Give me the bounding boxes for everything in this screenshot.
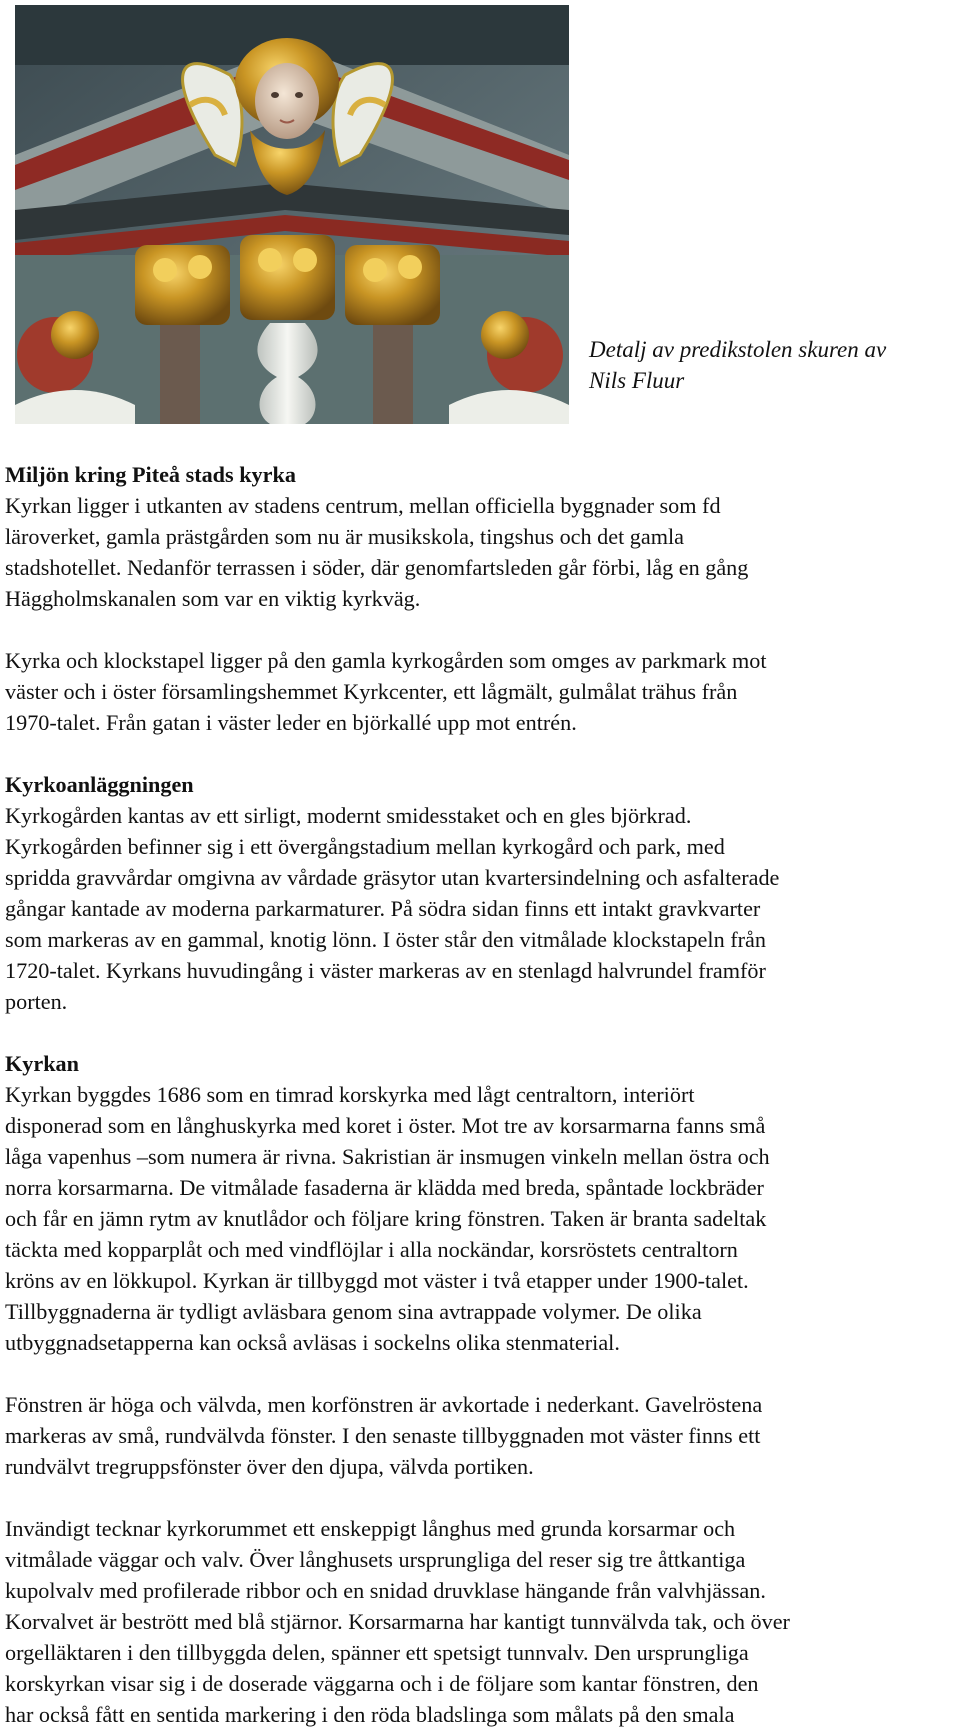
- text-line: Kyrkan byggdes 1686 som en timrad korskyrka med lågt centraltorn, interiört: [5, 1082, 695, 1107]
- text-line: vitmålade väggar och valv. Över långhusets ursprungliga del reser sig tre åttkantiga: [5, 1547, 746, 1572]
- paragraph: [5, 800, 950, 1017]
- paragraph: [5, 1079, 950, 1358]
- text-line: spridda gravvårdar omgivna av vårdade gräsytor utan kvartersindelning och asfalterade: [5, 865, 780, 890]
- text-line: och får en jämn rytm av knutlådor och följare kring fönstren. Taken är branta sadeltak: [5, 1206, 767, 1231]
- caption-line: Nils Fluur: [589, 368, 685, 393]
- text-line: porten.: [5, 989, 68, 1014]
- section-kyrkan: [5, 1048, 950, 1730]
- text-line: orgelläktaren i den tillbyggda delen, spänner ett spetsigt tunnvalv. Den ursprungliga: [5, 1640, 749, 1665]
- text-line: täckta med kopparplåt och med vindflöjlar i alla nockändar, korsröstets centraltorn: [5, 1237, 738, 1262]
- text-line: rundvälvt tregruppsfönster över den djupa, välvda portiken.: [5, 1454, 534, 1479]
- text-line: Kyrkogården kantas av ett sirligt, modernt smidesstaket och en gles björkrad.: [5, 803, 692, 828]
- document-body: [5, 459, 950, 1730]
- text-line: kupolvalv med profilerade ribbor och en snidad druvklase hängande från valvhjässan.: [5, 1578, 766, 1603]
- text-line: Häggholmskanalen som var en viktig kyrkväg.: [5, 586, 421, 611]
- text-line: 1970-talet. Från gatan i väster leder en björkallé upp mot entrén.: [5, 710, 577, 735]
- section-miljon: [5, 459, 950, 738]
- paragraph: [5, 1389, 950, 1482]
- text-line: väster och i öster församlingshemmet Kyrkcenter, ett lågmält, gulmålat trähus från: [5, 679, 738, 704]
- section-heading: Miljön kring Piteå stads kyrka: [5, 462, 296, 487]
- text-line: Tillbyggnaderna är tydligt avläsbara genom sina avtrappade volymer. De olika: [5, 1299, 702, 1324]
- text-line: utbyggnadsetapperna kan också avläsas i sockelns olika stenmaterial.: [5, 1330, 620, 1355]
- text-line: markeras av små, rundvälvda fönster. I den senaste tillbyggnaden mot väster finns ett: [5, 1423, 761, 1448]
- text-line: Invändigt tecknar kyrkorummet ett enskeppigt långhus med grunda korsarmar och: [5, 1516, 736, 1541]
- paragraph: [5, 645, 950, 738]
- paragraph: [5, 1513, 950, 1730]
- text-line: stadshotellet. Nedanför terrassen i söder, där genomfartsleden går förbi, låg en gång: [5, 555, 749, 580]
- section-kyrkoanlaggningen: [5, 769, 950, 1017]
- photo-caption: [589, 334, 949, 396]
- text-line: kröns av en lökkupol. Kyrkan är tillbyggd mot väster i två etapper under 1900-talet.: [5, 1268, 749, 1293]
- text-line: har också fått en sentida markering i den röda bladslinga som målats på den smala: [5, 1702, 735, 1727]
- caption-line: Detalj av predikstolen skuren av: [589, 337, 887, 362]
- text-line: 1720-talet. Kyrkans huvudingång i väster markeras av en stenlagd halvrundel framför: [5, 958, 766, 983]
- section-heading: Kyrkoanläggningen: [5, 772, 194, 797]
- text-line: korskyrkan visar sig i de doserade väggarna och i de följare som kantar fönstren, den: [5, 1671, 759, 1696]
- text-line: norra korsarmarna. De vitmålade fasaderna är klädda med breda, spåntade lockbräder: [5, 1175, 764, 1200]
- text-line: Korvalvet är bestrött med blå stjärnor. Korsarmarna har kantigt tunnvälvda tak, och över: [5, 1609, 790, 1634]
- text-line: disponerad som en långhuskyrka med koret i öster. Mot tre av korsarmarna fanns små: [5, 1113, 766, 1138]
- text-line: gångar kantade av moderna parkarmaturer. På södra sidan finns ett intakt gravkvarter: [5, 896, 761, 921]
- text-line: Kyrka och klockstapel ligger på den gamla kyrkogården som omges av parkmark mot: [5, 648, 767, 673]
- paragraph: [5, 490, 950, 614]
- text-line: Kyrkogården befinner sig i ett övergångstadium mellan kyrkogård och park, med: [5, 834, 725, 859]
- text-line: Fönstren är höga och välvda, men korfönstren är avkortade i nederkant. Gavelröstena: [5, 1392, 763, 1417]
- text-line: som markeras av en gammal, knotig lönn. I öster står den vitmålade klockstapeln från: [5, 927, 766, 952]
- section-heading: Kyrkan: [5, 1051, 79, 1076]
- text-line: låga vapenhus –som numera är rivna. Sakristian är insmugen vinkeln mellan östra och: [5, 1144, 770, 1169]
- pulpit-carving-image: [15, 5, 569, 424]
- pulpit-detail-photo: [15, 5, 569, 424]
- text-line: Kyrkan ligger i utkanten av stadens centrum, mellan officiella byggnader som fd: [5, 493, 721, 518]
- text-line: läroverket, gamla prästgården som nu är musikskola, tingshus och det gamla: [5, 524, 685, 549]
